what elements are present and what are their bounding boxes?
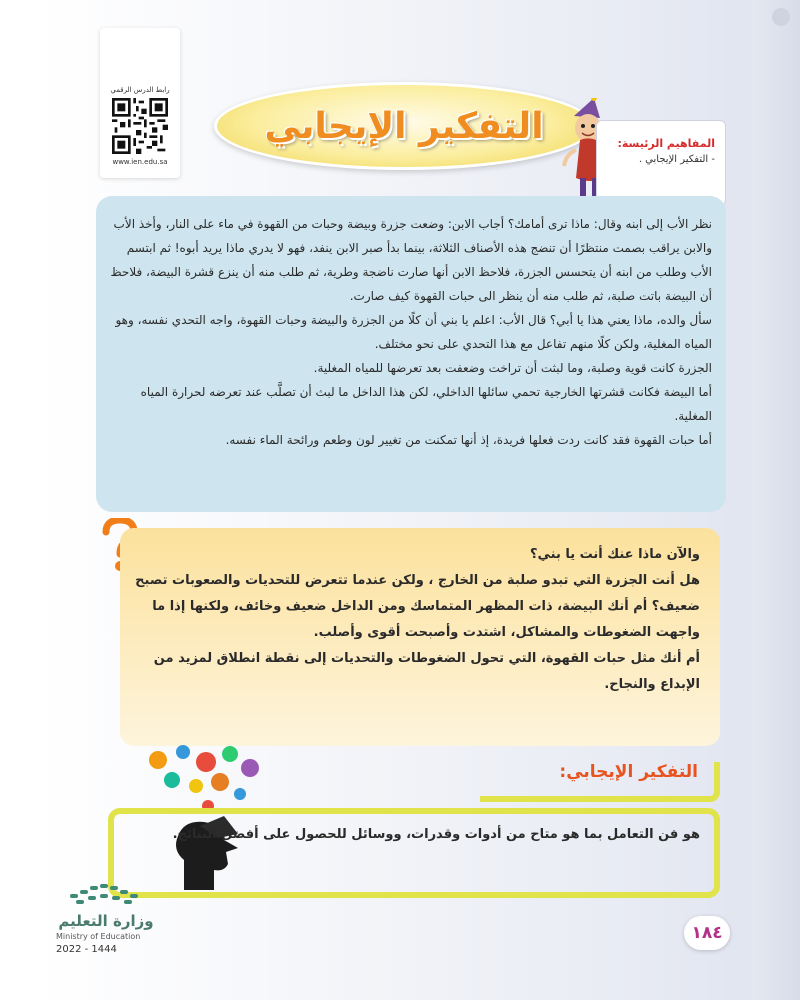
ministry-logo	[56, 880, 156, 960]
page-title: التفكير الإيجابي	[264, 105, 544, 147]
definition-heading: التفكير الإيجابي:	[480, 762, 720, 802]
definition-text: هو فن التعامل بما هو متاح من أدوات وقدرات، ووسائل للحصول على أفضل النتائج.	[172, 827, 700, 842]
title-banner	[214, 82, 594, 170]
story-paragraph: أما حبات القهوة فقد كانت ردت فعلها فريدة، إذ أنها تمكنت من تغيير لون وطعم ورائحة الماء نفسه.	[225, 433, 712, 447]
key-concepts-heading: المفاهيم الرئيسة:	[617, 137, 715, 150]
ministry-name-english: Ministry of Education	[56, 932, 141, 941]
story-paragraph: نظر الأب إلى ابنه وقال: ماذا ترى أمامك؟ أجاب الابن: وضعت جزرة وبيضة وحبات من القهوة في ماء على النار، وأخذ الأب والابن يراقب بصمت منتظرًا أن تنضج هذه الأصناف الثلاثة، بينما بدأ صبر الابن ينفد، فهو لا يدري ماذا يريد أبوه! ثم ابتسم الأب وطلب من ابنه أن يتحسس الجزرة، فلاحظ الابن أنها صارت ناضجة وطرية، ثم طلب منه أن ينزع قشرة البيضة، فلاحظ أن البيضة باتت صلبة، ثم طلب منه أن ينظر الى حبات القهوة كيف صارت.	[110, 217, 712, 303]
story-paragraph: سأل والده، ماذا يعني هذا يا أبي؟ قال الأب: اعلم يا بني أن كلًا من الجزرة والبيضة وحبات القهوة، واجه التحدي نفسه، وهو المياه المغلية، ولكن كلًا منهم تفاعل مع هذا التحدي على نحو مختلف.	[115, 313, 712, 351]
question-paragraph: والآن ماذا عنك أنت يا بني؟	[529, 547, 700, 562]
ministry-emblem-icon	[66, 880, 146, 908]
question-panel	[120, 528, 720, 746]
qr-card[interactable]	[100, 28, 180, 178]
side-stripe	[752, 0, 800, 1000]
page-number: ١٨٤	[684, 916, 730, 950]
story-panel	[96, 196, 726, 512]
edition-year: 2022 - 1444	[56, 944, 117, 955]
qr-url[interactable]: www.ien.edu.sa	[112, 158, 168, 166]
qr-code-icon[interactable]	[112, 98, 168, 154]
corner-mark	[772, 8, 790, 26]
ministry-name-arabic: وزارة التعليم	[58, 912, 154, 930]
question-paragraph: أم أنك مثل حبات القهوة، التي تحول الضغوطات والتحديات إلى نقطة انطلاق لمزيد من الإبداع والنجاح.	[153, 651, 700, 692]
key-concepts-item: - التفكير الإيجابي .	[638, 154, 715, 165]
qr-caption: رابط الدرس الرقمي	[110, 86, 170, 94]
story-paragraph: الجزرة كانت قوية وصلبة، وما لبثت أن تراخت وضعفت بعد تعرضها للمياه المغلية.	[313, 361, 712, 375]
key-concepts-box	[596, 120, 726, 206]
story-paragraph: أما البيضة فكانت قشرتها الخارجية تحمي سائلها الداخلي، لكن هذا الداخل ما لبث أن تصلَّب عند تعرضه لحرارة المياه المغلية.	[140, 385, 712, 423]
question-paragraph: هل أنت الجزرة التي تبدو صلبة من الخارج ، ولكن عندما تتعرض للتحديات والصعوبات تصبح ضعيف؟ أم أنك البيضة، ذات المظهر المتماسك ومن الداخل ضعيف وخائف، ولكنها إذا ما واجهت الضغوطات والمشاكل، اشتدت وأصبحت أقوى وأصلب.	[135, 573, 700, 640]
